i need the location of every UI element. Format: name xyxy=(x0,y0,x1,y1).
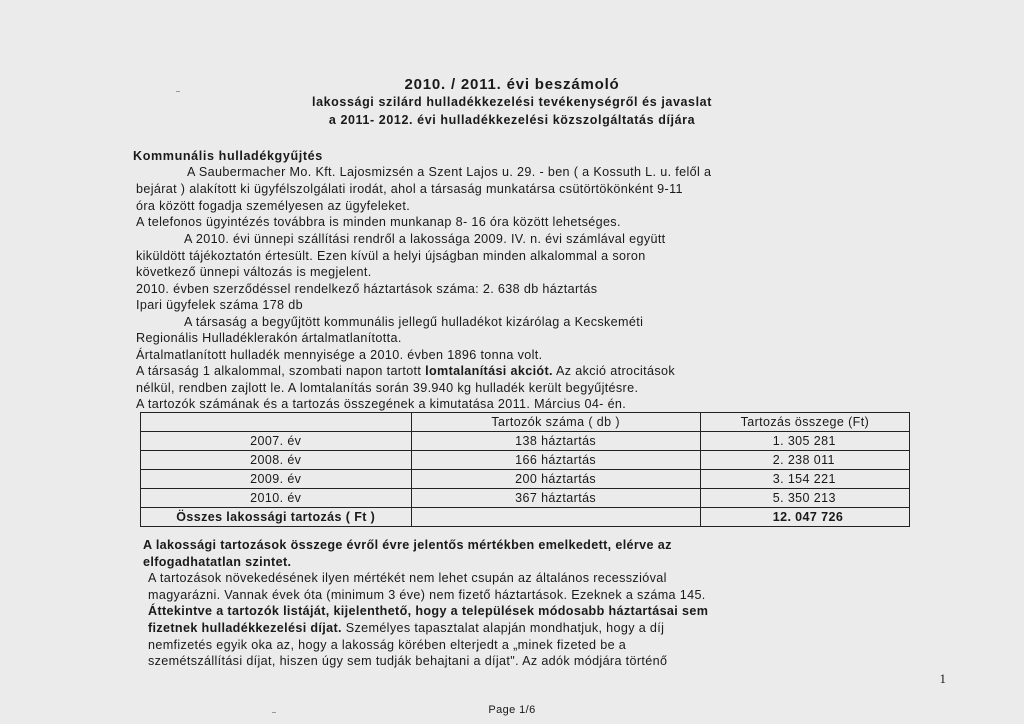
paragraph-line: Regionális Hulladéklerakón ártalmatlanította. xyxy=(136,331,402,345)
table-cell-count: 138 háztartás xyxy=(411,432,700,451)
table-cell-count: 200 háztartás xyxy=(411,470,700,489)
paragraph-line-mixed xyxy=(148,620,664,636)
paragraph-line: Ártalmatlanított hulladék mennyisége a 2010. évben 1896 tonna volt. xyxy=(136,348,543,362)
paragraph-line: Ipari ügyfelek száma 178 db xyxy=(136,298,303,312)
table-cell-year: 2008. év xyxy=(141,451,412,470)
table-row xyxy=(141,489,910,508)
document-subtitle-2: a 2011- 2012. évi hulladékkezelési közszolgáltatás díjára xyxy=(328,113,696,127)
table-header-cell: Tartozás összege (Ft) xyxy=(700,413,909,432)
table-cell-count: 367 háztartás xyxy=(411,489,700,508)
scan-speck xyxy=(176,91,180,92)
paragraph-line: A Saubermacher Mo. Kft. Lajosmizsén a Szent Lajos u. 29. - ben ( a Kossuth L. u. felől a xyxy=(187,165,712,179)
table-cell-empty xyxy=(411,508,700,527)
paragraph-line: A 2010. évi ünnepi szállítási rendről a lakossága 2009. IV. n. évi számlával együtt xyxy=(184,232,666,246)
paragraph-line: nemfizetés egyik oka az, hogy a lakosság körében elterjedt a „minek fizeted be a xyxy=(148,638,627,652)
table-row xyxy=(141,432,910,451)
text-run: Az akció atrocitások xyxy=(556,364,676,378)
table-cell-amount: 2. 238 011 xyxy=(700,451,909,470)
page-footer: Page 1/6 xyxy=(488,704,536,716)
table-cell-amount: 5. 350 213 xyxy=(700,489,909,508)
debt-table xyxy=(140,412,910,527)
paragraph-line: A telefonos ügyintézés továbbra is minden munkanap 8- 16 óra között lehetséges. xyxy=(136,215,621,229)
paragraph-line: A tartozók számának és a tartozás összegének a kimutatása 2011. Március 04- én. xyxy=(136,397,627,411)
table-cell-count: 166 háztartás xyxy=(411,451,700,470)
paragraph-line-bold: elfogadhatatlan szintet. xyxy=(143,555,292,569)
table-total-label: Összes lakossági tartozás ( Ft ) xyxy=(141,508,412,527)
table-row xyxy=(141,451,910,470)
table-row xyxy=(141,470,910,489)
section-title: Kommunális hulladékgyűjtés xyxy=(133,149,323,163)
paragraph-line: magyarázni. Vannak évek óta (minimum 3 éve) nem fizető háztartások. Ezeknek a száma 145. xyxy=(148,588,706,602)
table-cell-amount: 1. 305 281 xyxy=(700,432,909,451)
paragraph-line: 2010. évben szerződéssel rendelkező háztartások száma: 2. 638 db háztartás xyxy=(136,282,598,296)
emphasis-text: fizetnek hulladékkezelési díjat. xyxy=(148,621,342,635)
paragraph-line: szemétszállítási díjat, hiszen úgy sem tudják behajtani a díjat". Az adók módjára történő xyxy=(148,654,668,668)
paragraph-line: következő ünnepi változás is megjelent. xyxy=(136,265,372,279)
emphasis-text: lomtalanítási akciót. xyxy=(425,364,553,378)
text-run: Személyes tapasztalat alapján mondhatjuk, hogy a díj xyxy=(341,621,665,635)
text-run: A társaság 1 alkalommal, szombati napon tartott xyxy=(136,364,422,378)
document-subtitle-1: lakossági szilárd hulladékkezelési tevékenységről és javaslat xyxy=(312,95,712,109)
paragraph-line: A társaság a begyűjtött kommunális jellegű hulladékot kizárólag a Kecskeméti xyxy=(184,315,644,329)
paragraph-line-bold: Áttekintve a tartozók listáját, kijelenthető, hogy a települések módosabb háztartásai sem xyxy=(148,604,709,618)
scan-speck xyxy=(272,712,276,713)
document-title: 2010. / 2011. évi beszámoló xyxy=(404,76,620,93)
paragraph-line-bold: A lakossági tartozások összege évről évre jelentős mértékben emelkedett, elérve az xyxy=(143,538,672,552)
table-total-row xyxy=(141,508,910,527)
paragraph-line: A tartozások növekedésének ilyen mértékét nem lehet csupán az általános recesszióval xyxy=(148,571,667,585)
table-cell-year: 2009. év xyxy=(141,470,412,489)
table-cell-amount: 3. 154 221 xyxy=(700,470,909,489)
table-total-value: 12. 047 726 xyxy=(700,508,909,527)
table-cell-year: 2010. év xyxy=(141,489,412,508)
paragraph-line: kiküldött tájékoztatón értesült. Ezen kívül a helyi újságban minden alkalommal a soron xyxy=(136,249,646,263)
paragraph-line-mixed xyxy=(136,363,675,379)
table-header-cell xyxy=(141,413,412,432)
page-number: 1 xyxy=(939,671,946,686)
table-header-row xyxy=(141,413,910,432)
table-header-cell: Tartozók száma ( db ) xyxy=(411,413,700,432)
paragraph-line: nélkül, rendben zajlott le. A lomtalanítás során 39.940 kg hulladék került begyűjtésre. xyxy=(136,381,639,395)
table-cell-year: 2007. év xyxy=(141,432,412,451)
paragraph-line: óra között fogadja személyesen az ügyfeleket. xyxy=(136,199,411,213)
paragraph-line: bejárat ) alakított ki ügyfélszolgálati irodát, ahol a társaság munkatársa csütörtökönként 9-11 xyxy=(136,182,683,196)
